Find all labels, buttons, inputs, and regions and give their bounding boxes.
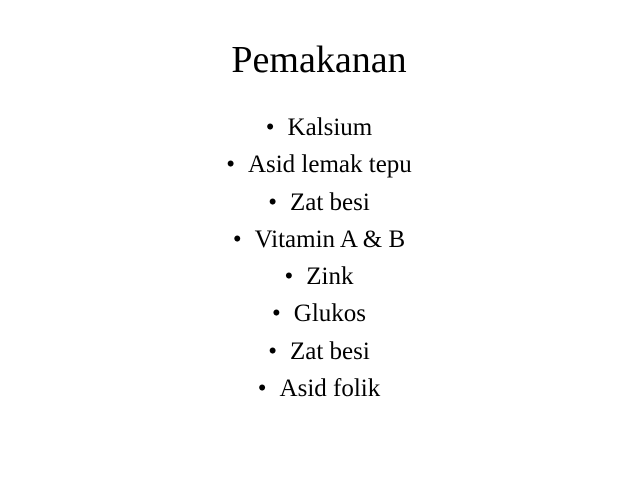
bullet-icon: • — [265, 114, 275, 141]
list-item — [0, 184, 638, 221]
list-item-text: Kalsium — [287, 114, 373, 141]
list-item — [0, 370, 638, 407]
bullet-icon: • — [268, 188, 277, 216]
list-item-text: Vitamin A & B — [254, 225, 406, 253]
list-item — [0, 146, 638, 183]
bullet-icon: • — [226, 151, 235, 179]
list-item — [0, 109, 638, 146]
bullet-icon: • — [257, 375, 267, 403]
bullet-icon: • — [284, 263, 294, 291]
list-item — [0, 221, 638, 258]
list-item-text: Zink — [306, 263, 354, 291]
bullet-list — [0, 109, 638, 407]
bullet-icon: • — [268, 337, 277, 365]
list-item-text: Asid lemak tepu — [247, 151, 412, 179]
list-item — [0, 258, 638, 295]
slide-title: Pemakanan — [231, 39, 407, 81]
list-item-text: Zat besi — [289, 188, 370, 216]
bullet-icon: • — [272, 300, 281, 328]
bullet-icon: • — [232, 225, 242, 253]
list-item-text: Asid folik — [279, 375, 381, 403]
list-item-text: Zat besi — [289, 337, 370, 365]
list-item — [0, 295, 638, 332]
list-item — [0, 333, 638, 370]
list-item-text: Glukos — [293, 300, 366, 328]
